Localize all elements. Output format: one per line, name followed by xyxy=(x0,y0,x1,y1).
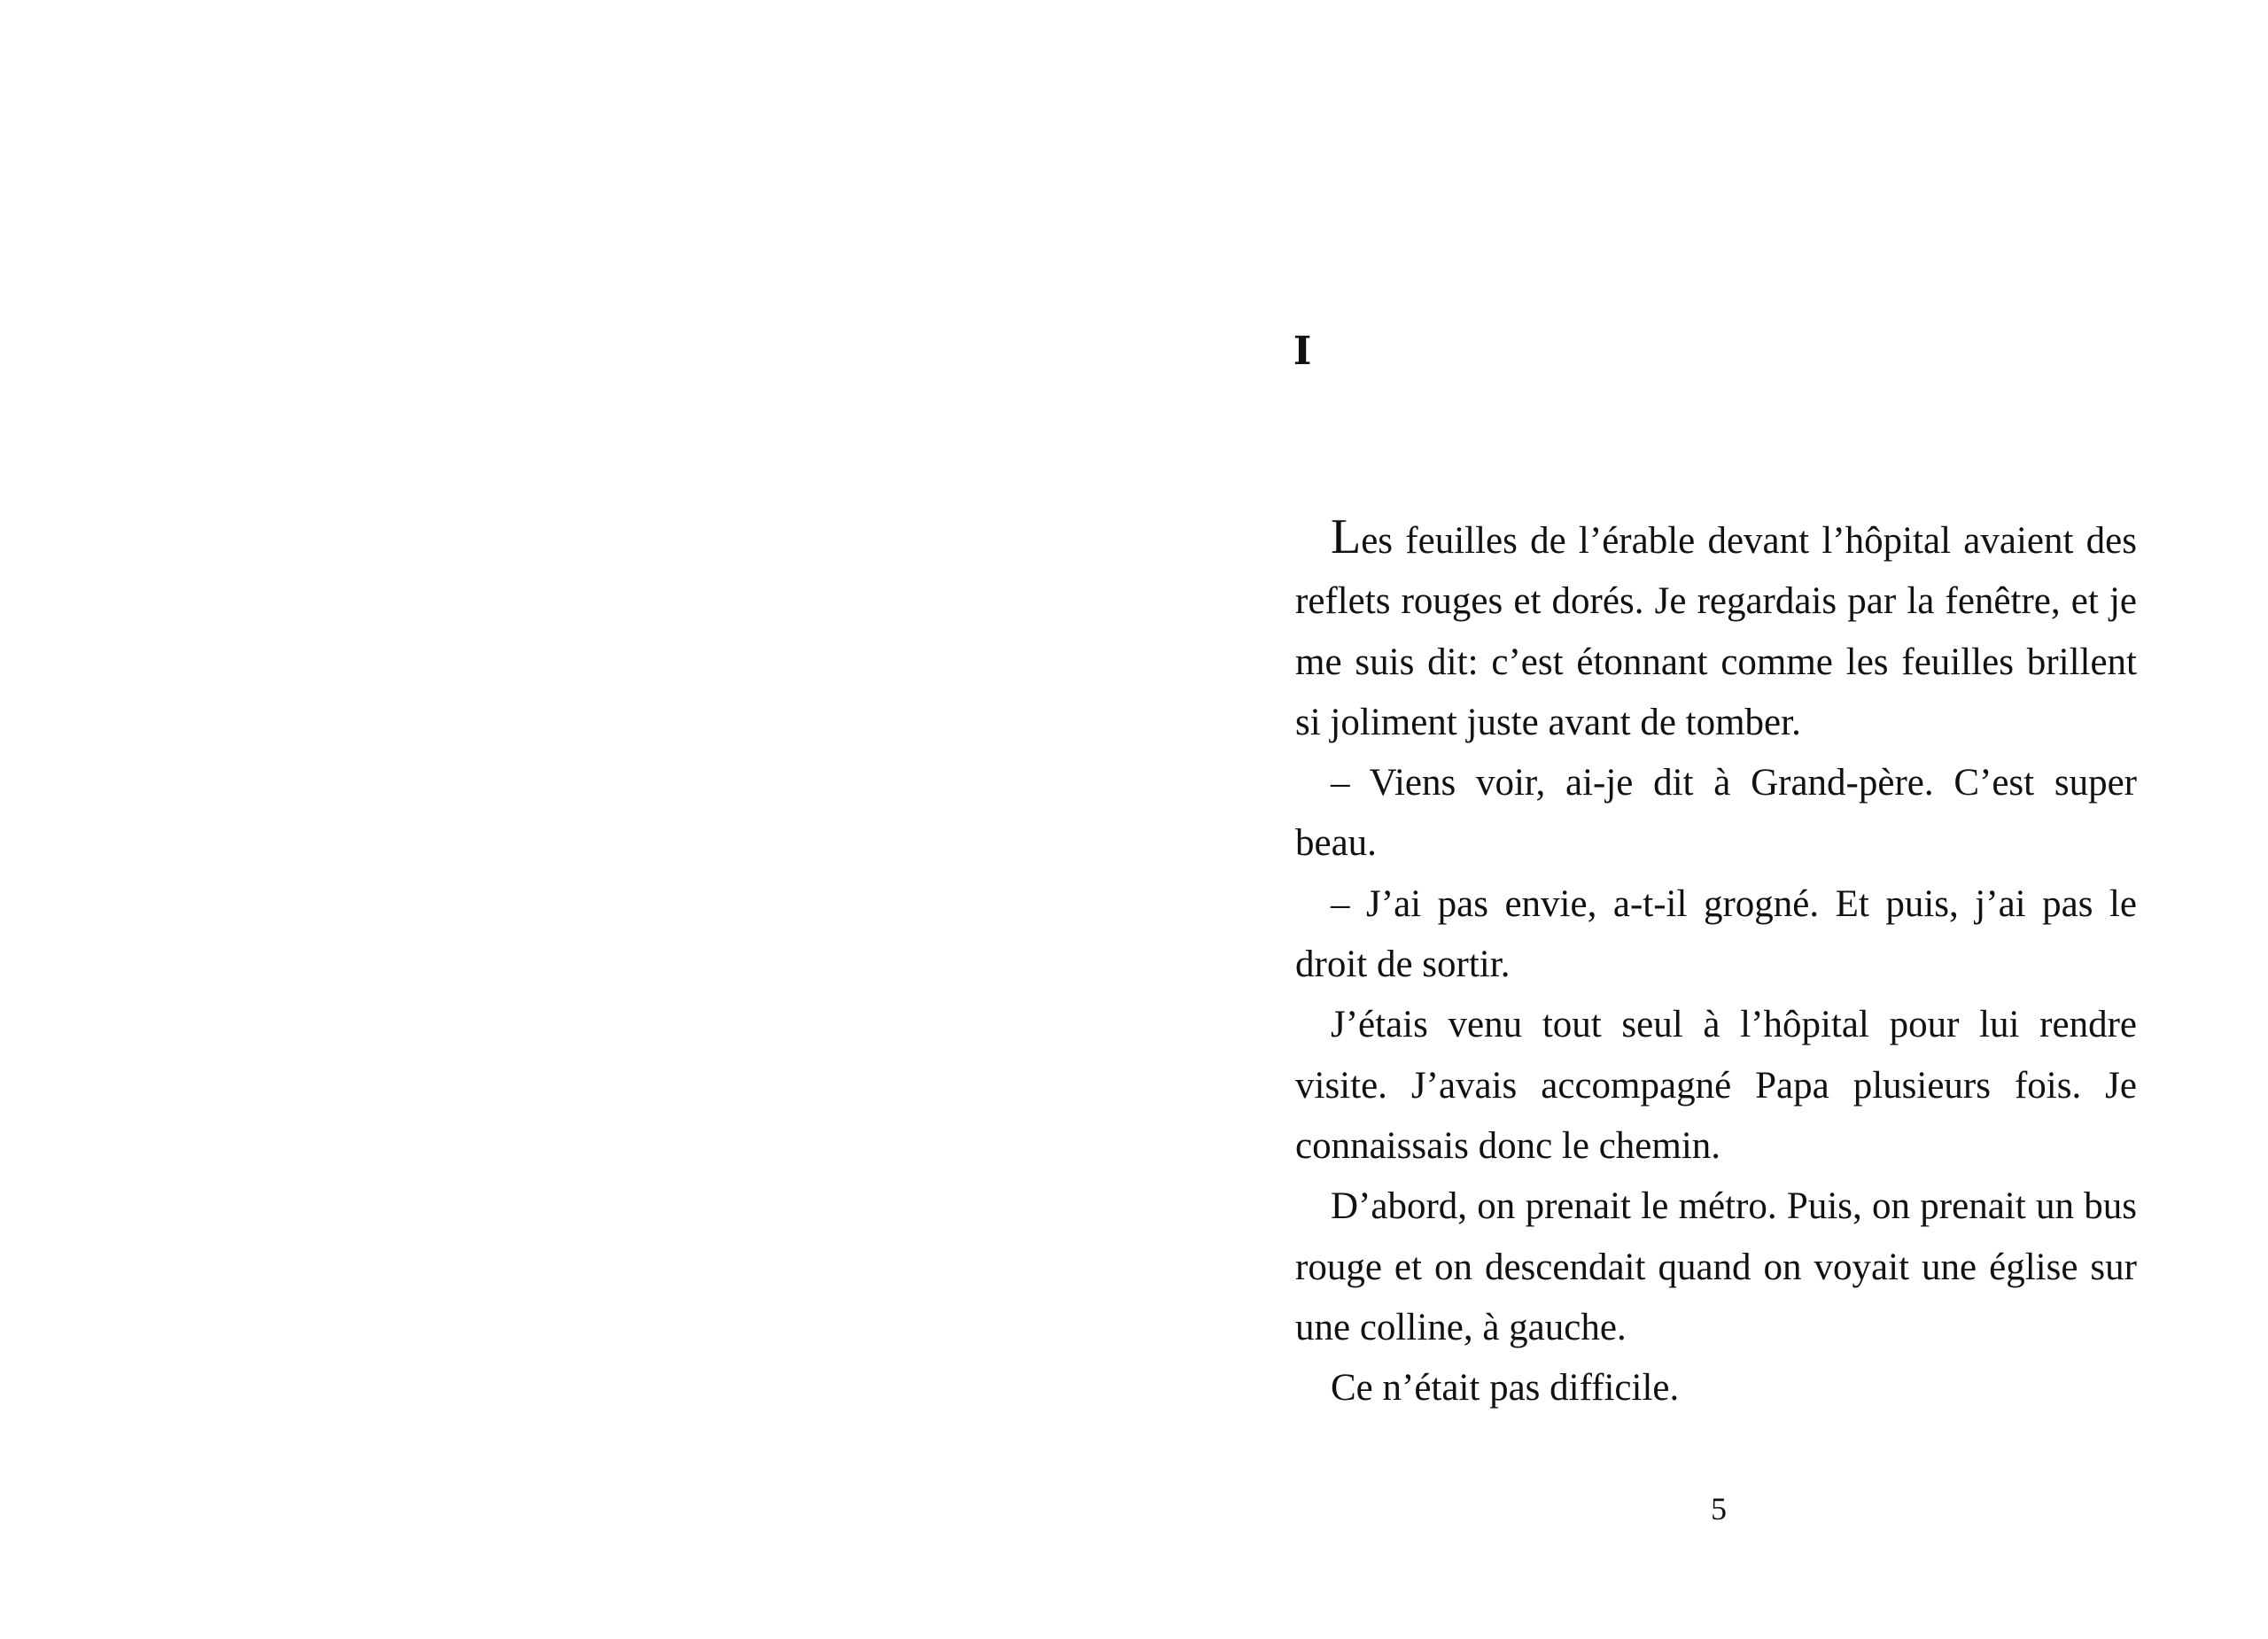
paragraph-1 xyxy=(1295,507,2137,753)
paragraph-5: D’abord, on prenait le métro. Puis, on prenait un bus rouge et on descendait quand on voyait une église sur une colline, à gauche. xyxy=(1295,1185,2137,1348)
drop-initial: L xyxy=(1331,509,1362,564)
chapter-body-text xyxy=(1295,507,2137,1418)
paragraph-6: Ce n’était pas difficile. xyxy=(1331,1367,1680,1410)
paragraph-4: J’étais venu tout seul à l’hôpital pour lui rendre visite. J’avais accompagné Papa plusieurs fois. Je connaissais donc le chemin. xyxy=(1295,1004,2137,1167)
page-number: 5 xyxy=(1711,1491,1727,1526)
paragraph-3: – J’ai pas envie, a-t-il grogné. Et puis, j’ai pas le droit de sortir. xyxy=(1295,882,2137,986)
paragraph-1-text: es feuilles de l’érable devant l’hôpital avaient des reflets rouges et dorés. Je regardais par la fenêtre, et je me suis dit: c’est étonnant comme les feuilles brillent si joliment juste avant de tomber. xyxy=(1295,520,2137,743)
paragraph-2: – Viens voir, ai-je dit à Grand-père. C’est super beau. xyxy=(1295,762,2137,865)
chapter-number: I xyxy=(1293,329,1312,374)
